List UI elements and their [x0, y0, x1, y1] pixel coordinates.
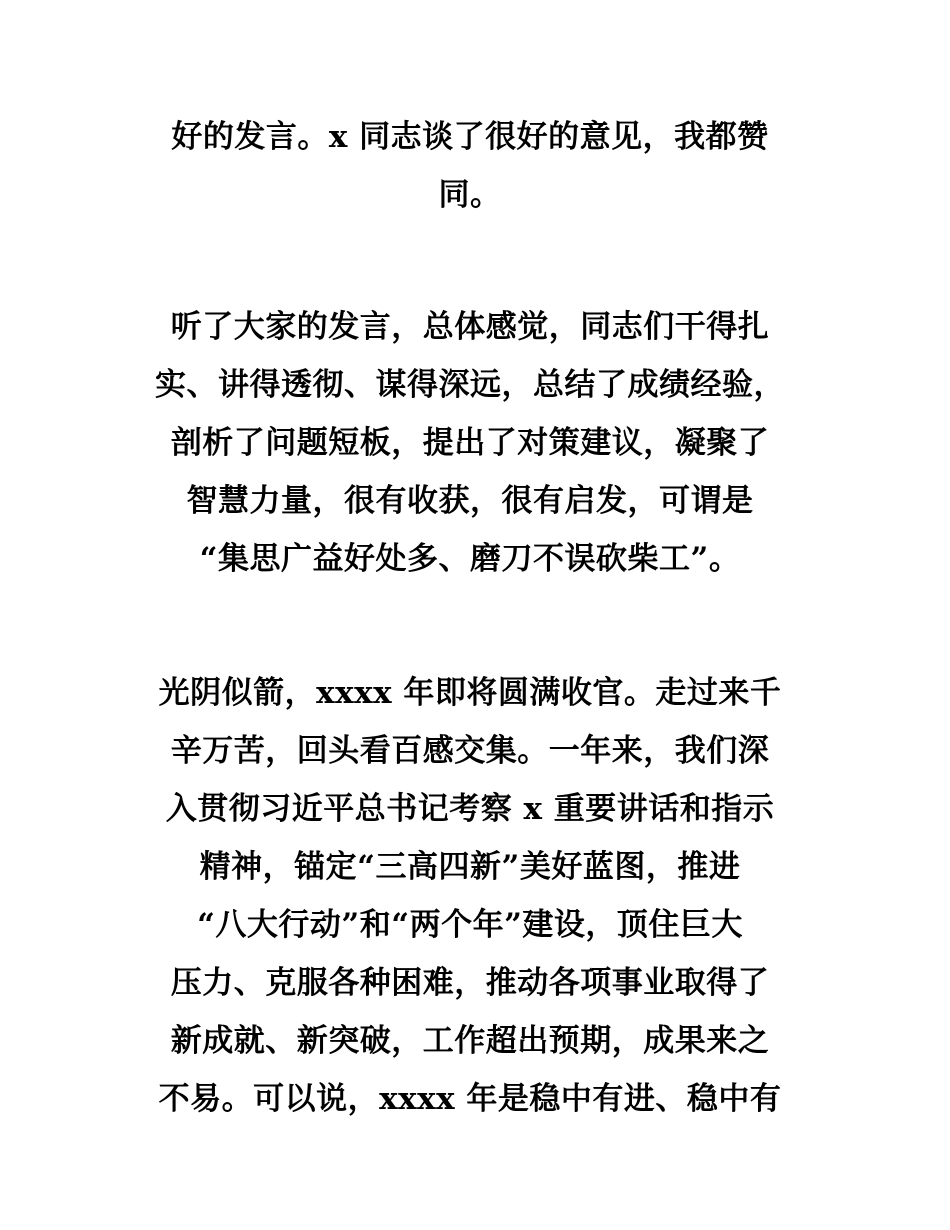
text-line: 精神，锚定“三高四新”美好蓝图，推进 [199, 849, 741, 885]
paragraph-intro [120, 108, 820, 224]
text-line: 光阴似箭，xxxx 年即将圆满收官。走过来千 [158, 675, 782, 711]
paragraph-feedback [120, 298, 820, 588]
text-line: 不易。可以说，xxxx 年是稳中有进、稳中有 [158, 1081, 782, 1117]
text-line: 入贯彻习近平总书记考察 x 重要讲话和指示 [165, 791, 775, 827]
text-line: 智慧力量，很有收获，很有启发，可谓是 [186, 483, 754, 519]
text-line: “集思广益好处多、磨刀不误砍柴工”。 [199, 541, 741, 577]
text-line: 压力、克服各种困难，推动各项事业取得了 [170, 965, 770, 1001]
text-line: 好的发言。x 同志谈了很好的意见，我都赞 [171, 119, 769, 155]
text-line: 新成就、新突破，工作超出预期，成果来之 [170, 1023, 770, 1059]
text-line: 辛万苦，回头看百感交集。一年来，我们深 [170, 733, 770, 769]
text-line: 同。 [438, 177, 502, 213]
text-line: 听了大家的发言，总体感觉，同志们干得扎 [170, 309, 770, 345]
text-line: “八大行动”和“两个年”建设，顶住巨大 [197, 907, 743, 943]
text-line: 剖析了问题短板，提出了对策建议，凝聚了 [170, 425, 770, 461]
paragraph-year-review [120, 664, 820, 1128]
text-line: 实、讲得透彻、谋得深远，总结了成绩经验， [155, 367, 785, 403]
